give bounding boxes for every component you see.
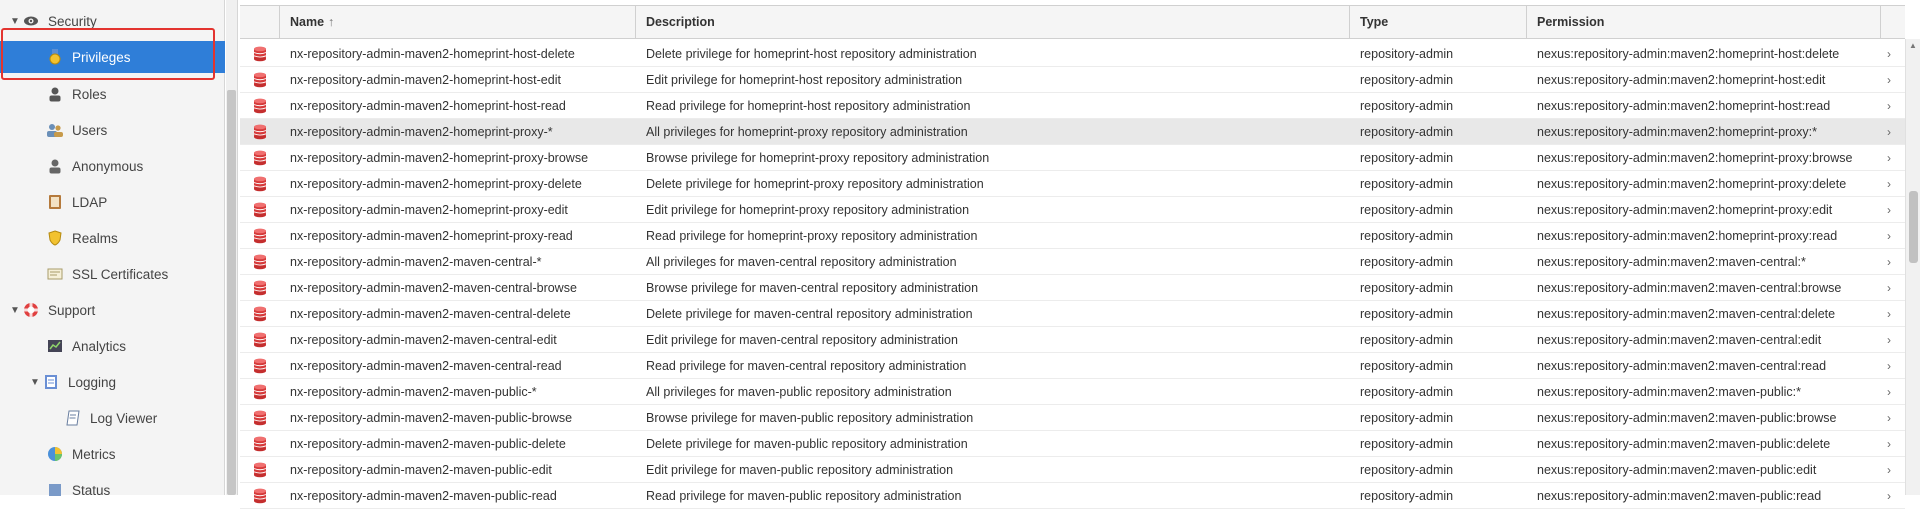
database-icon <box>240 332 280 348</box>
header-name[interactable] <box>280 6 636 38</box>
role-icon <box>46 85 64 103</box>
status-icon <box>46 481 64 499</box>
grid-scrollbar-thumb[interactable] <box>1909 191 1918 263</box>
user-icon <box>46 157 64 175</box>
nav-log-viewer-label: Log Viewer <box>90 410 158 426</box>
cell-name: nx-repository-admin-maven2-homeprint-proxy-browse <box>290 150 589 165</box>
cell-name: nx-repository-admin-maven2-homeprint-proxy-delete <box>290 176 582 191</box>
cell-permission: nexus:repository-admin:maven2:homeprint-proxy:read <box>1537 228 1838 243</box>
database-icon <box>240 254 280 270</box>
nav-log-viewer[interactable] <box>0 402 225 434</box>
chevron-right-icon[interactable]: › <box>1887 176 1891 191</box>
users-icon <box>46 121 64 139</box>
cell-permission: nexus:repository-admin:maven2:homeprint-proxy:* <box>1537 124 1817 139</box>
table-row[interactable] <box>240 405 1905 431</box>
cell-name: nx-repository-admin-maven2-homeprint-host-edit <box>290 72 561 87</box>
database-icon <box>240 98 280 114</box>
table-row[interactable] <box>240 483 1905 509</box>
cell-type: repository-admin <box>1360 228 1454 243</box>
header-permission[interactable]: Permission <box>1527 6 1881 38</box>
cell-description: Browse privilege for homeprint-proxy repository administration <box>646 150 990 165</box>
sidebar-scrollbar-thumb[interactable] <box>227 90 236 495</box>
cell-name: nx-repository-admin-maven2-maven-central-read <box>290 358 562 373</box>
chevron-right-icon[interactable]: › <box>1887 72 1891 87</box>
chevron-right-icon[interactable]: › <box>1887 202 1891 217</box>
chevron-right-icon[interactable]: › <box>1887 98 1891 113</box>
grid-scrollbar[interactable] <box>1905 39 1920 495</box>
cell-permission: nexus:repository-admin:maven2:homeprint-host:delete <box>1537 46 1840 61</box>
cell-name: nx-repository-admin-maven2-homeprint-host-delete <box>290 46 575 61</box>
cell-name: nx-repository-admin-maven2-maven-public-browse <box>290 410 573 425</box>
chevron-right-icon[interactable]: › <box>1887 436 1891 451</box>
database-icon <box>240 280 280 296</box>
database-icon <box>240 176 280 192</box>
nav-ssl-label: SSL Certificates <box>72 266 169 282</box>
cell-description: Read privilege for maven-public repository administration <box>646 488 962 503</box>
nav-roles-label: Roles <box>72 86 107 102</box>
cell-description: Edit privilege for homeprint-host repository administration <box>646 72 963 87</box>
chevron-right-icon[interactable]: › <box>1887 358 1891 373</box>
nav-ldap[interactable] <box>0 186 225 218</box>
chevron-right-icon[interactable]: › <box>1887 228 1891 243</box>
cell-name: nx-repository-admin-maven2-maven-public-* <box>290 384 537 399</box>
header-name-label: Name <box>290 15 325 29</box>
cell-permission: nexus:repository-admin:maven2:maven-public:read <box>1537 488 1822 503</box>
table-row[interactable] <box>240 431 1905 457</box>
cell-permission: nexus:repository-admin:maven2:homeprint-proxy:delete <box>1537 176 1847 191</box>
nav-analytics-label: Analytics <box>72 338 127 354</box>
nav-support-label: Support <box>48 302 96 318</box>
pie-chart-icon <box>46 445 64 463</box>
cell-permission: nexus:repository-admin:maven2:maven-public:delete <box>1537 436 1831 451</box>
nav-roles[interactable] <box>0 78 225 110</box>
cell-permission: nexus:repository-admin:maven2:maven-central:delete <box>1537 306 1836 321</box>
chevron-right-icon[interactable]: › <box>1887 254 1891 269</box>
header-description[interactable]: Description <box>636 6 1350 38</box>
cell-permission: nexus:repository-admin:maven2:homeprint-host:read <box>1537 98 1831 113</box>
nav-security-label: Security <box>48 13 97 29</box>
chevron-right-icon[interactable]: › <box>1887 124 1891 139</box>
cell-permission: nexus:repository-admin:maven2:homeprint-host:edit <box>1537 72 1826 87</box>
table-row[interactable] <box>240 249 1905 275</box>
cell-type: repository-admin <box>1360 98 1454 113</box>
database-icon <box>240 358 280 374</box>
chevron-right-icon[interactable]: › <box>1887 332 1891 347</box>
nav-status[interactable] <box>0 474 225 506</box>
collapse-toggle-icon[interactable]: ▼ <box>10 304 20 316</box>
cell-permission: nexus:repository-admin:maven2:maven-central:* <box>1537 254 1806 269</box>
cell-type: repository-admin <box>1360 72 1454 87</box>
cell-type: repository-admin <box>1360 436 1454 451</box>
nav-anonymous-label: Anonymous <box>72 158 144 174</box>
cell-description: Read privilege for homeprint-host repository administration <box>646 98 971 113</box>
privileges-grid <box>240 0 1905 503</box>
cell-type: repository-admin <box>1360 332 1454 347</box>
header-chevron-column <box>1881 6 1905 38</box>
nav-users[interactable] <box>0 114 225 146</box>
cell-type: repository-admin <box>1360 46 1454 61</box>
table-row[interactable] <box>240 67 1905 93</box>
highlight-annotation <box>1 28 215 80</box>
database-icon <box>240 228 280 244</box>
database-icon <box>240 488 280 504</box>
cell-name: nx-repository-admin-maven2-maven-central-delete <box>290 306 571 321</box>
grid-header <box>240 5 1905 39</box>
nav-realms[interactable] <box>0 222 225 254</box>
database-icon <box>240 46 280 62</box>
document-icon <box>42 373 60 391</box>
table-row[interactable] <box>240 301 1905 327</box>
cell-type: repository-admin <box>1360 254 1454 269</box>
database-icon <box>240 306 280 322</box>
nav-ldap-label: LDAP <box>72 194 108 210</box>
cell-permission: nexus:repository-admin:maven2:maven-central:read <box>1537 358 1827 373</box>
nav-privileges-label: Privileges <box>72 49 131 65</box>
database-icon <box>240 410 280 426</box>
nav-realms-label: Realms <box>72 230 118 246</box>
chevron-right-icon[interactable]: › <box>1887 46 1891 61</box>
cell-type: repository-admin <box>1360 150 1454 165</box>
cell-description: Browse privilege for maven-public repository administration <box>646 410 974 425</box>
cell-name: nx-repository-admin-maven2-homeprint-host-read <box>290 98 566 113</box>
chevron-right-icon[interactable]: › <box>1887 462 1891 477</box>
cell-description: Delete privilege for homeprint-proxy repository administration <box>646 176 984 191</box>
cell-permission: nexus:repository-admin:maven2:maven-central:edit <box>1537 332 1822 347</box>
cell-description: Read privilege for homeprint-proxy repository administration <box>646 228 978 243</box>
chevron-right-icon[interactable]: › <box>1887 150 1891 165</box>
cell-type: repository-admin <box>1360 306 1454 321</box>
database-icon <box>240 436 280 452</box>
table-row[interactable] <box>240 353 1905 379</box>
cell-type: repository-admin <box>1360 462 1454 477</box>
log-viewer-icon <box>64 409 82 427</box>
table-row[interactable] <box>240 145 1905 171</box>
header-icon-column <box>240 6 280 38</box>
cell-type: repository-admin <box>1360 280 1454 295</box>
nav-anonymous[interactable] <box>0 150 225 182</box>
table-row[interactable] <box>240 327 1905 353</box>
cell-description: Edit privilege for maven-central repository administration <box>646 332 958 347</box>
table-row[interactable] <box>240 457 1905 483</box>
nav-status-label: Status <box>72 482 111 498</box>
lifebuoy-icon <box>22 301 40 319</box>
database-icon <box>240 384 280 400</box>
cell-permission: nexus:repository-admin:maven2:maven-public:browse <box>1537 410 1837 425</box>
cell-name: nx-repository-admin-maven2-maven-central-browse <box>290 280 577 295</box>
cell-type: repository-admin <box>1360 358 1454 373</box>
table-row[interactable] <box>240 41 1905 67</box>
database-icon <box>240 202 280 218</box>
sidebar-scrollbar[interactable] <box>226 0 238 495</box>
database-icon <box>240 462 280 478</box>
cell-description: Delete privilege for maven-central repository administration <box>646 306 973 321</box>
sort-ascending-icon: ↑ <box>328 15 335 29</box>
nav-logging-label: Logging <box>68 374 117 390</box>
cell-permission: nexus:repository-admin:maven2:homeprint-proxy:edit <box>1537 202 1833 217</box>
scroll-up-icon[interactable]: ▲ <box>1909 41 1917 50</box>
database-icon <box>240 150 280 166</box>
cell-description: All privileges for maven-public repository administration <box>646 384 952 399</box>
chevron-right-icon[interactable]: › <box>1887 488 1891 503</box>
database-icon <box>240 72 280 88</box>
cell-name: nx-repository-admin-maven2-maven-public-edit <box>290 462 552 477</box>
nav-analytics[interactable] <box>0 330 225 362</box>
chevron-right-icon[interactable]: › <box>1887 280 1891 295</box>
cell-type: repository-admin <box>1360 410 1454 425</box>
table-row[interactable] <box>240 119 1905 145</box>
sidebar-nav <box>0 0 225 498</box>
cell-description: Read privilege for maven-central repository administration <box>646 358 967 373</box>
header-type[interactable]: Type <box>1350 6 1527 38</box>
nav-logging[interactable] <box>0 366 225 398</box>
table-row[interactable] <box>240 197 1905 223</box>
cell-description: All privileges for maven-central repository administration <box>646 254 957 269</box>
shield-icon <box>46 229 64 247</box>
certificate-icon <box>46 265 64 283</box>
nav-ssl-certificates[interactable] <box>0 258 225 290</box>
cell-type: repository-admin <box>1360 384 1454 399</box>
cell-description: Edit privilege for maven-public repository administration <box>646 462 954 477</box>
table-row[interactable] <box>240 379 1905 405</box>
book-icon <box>46 193 64 211</box>
cell-permission: nexus:repository-admin:maven2:maven-public:* <box>1537 384 1802 399</box>
cell-description: Browse privilege for maven-central repository administration <box>646 280 979 295</box>
chevron-right-icon[interactable]: › <box>1887 306 1891 321</box>
collapse-toggle-icon[interactable]: ▼ <box>30 376 40 388</box>
chart-icon <box>46 337 64 355</box>
chevron-right-icon[interactable]: › <box>1887 410 1891 425</box>
cell-type: repository-admin <box>1360 176 1454 191</box>
nav-users-label: Users <box>72 122 108 138</box>
cell-name: nx-repository-admin-maven2-homeprint-proxy-read <box>290 228 573 243</box>
cell-type: repository-admin <box>1360 488 1454 503</box>
collapse-toggle-icon[interactable]: ▼ <box>10 15 20 27</box>
table-row[interactable] <box>240 171 1905 197</box>
cell-name: nx-repository-admin-maven2-maven-public-read <box>290 488 557 503</box>
nav-metrics-label: Metrics <box>72 446 116 462</box>
cell-name: nx-repository-admin-maven2-maven-central-edit <box>290 332 557 347</box>
cell-type: repository-admin <box>1360 124 1454 139</box>
table-row[interactable] <box>240 93 1905 119</box>
cell-permission: nexus:repository-admin:maven2:maven-public:edit <box>1537 462 1817 477</box>
cell-description: Delete privilege for homeprint-host repository administration <box>646 46 977 61</box>
cell-description: Delete privilege for maven-public repository administration <box>646 436 968 451</box>
table-row[interactable] <box>240 223 1905 249</box>
cell-permission: nexus:repository-admin:maven2:homeprint-proxy:browse <box>1537 150 1853 165</box>
cell-name: nx-repository-admin-maven2-maven-public-delete <box>290 436 566 451</box>
cell-description: All privileges for homeprint-proxy repository administration <box>646 124 968 139</box>
cell-name: nx-repository-admin-maven2-homeprint-proxy-edit <box>290 202 568 217</box>
cell-permission: nexus:repository-admin:maven2:maven-central:browse <box>1537 280 1842 295</box>
database-icon <box>240 124 280 140</box>
table-row[interactable] <box>240 275 1905 301</box>
cell-description: Edit privilege for homeprint-proxy repository administration <box>646 202 970 217</box>
chevron-right-icon[interactable]: › <box>1887 384 1891 399</box>
cell-name: nx-repository-admin-maven2-maven-central-* <box>290 254 542 269</box>
cell-type: repository-admin <box>1360 202 1454 217</box>
nav-metrics[interactable] <box>0 438 225 470</box>
cell-name: nx-repository-admin-maven2-homeprint-proxy-* <box>290 124 553 139</box>
nav-support[interactable] <box>0 294 225 326</box>
